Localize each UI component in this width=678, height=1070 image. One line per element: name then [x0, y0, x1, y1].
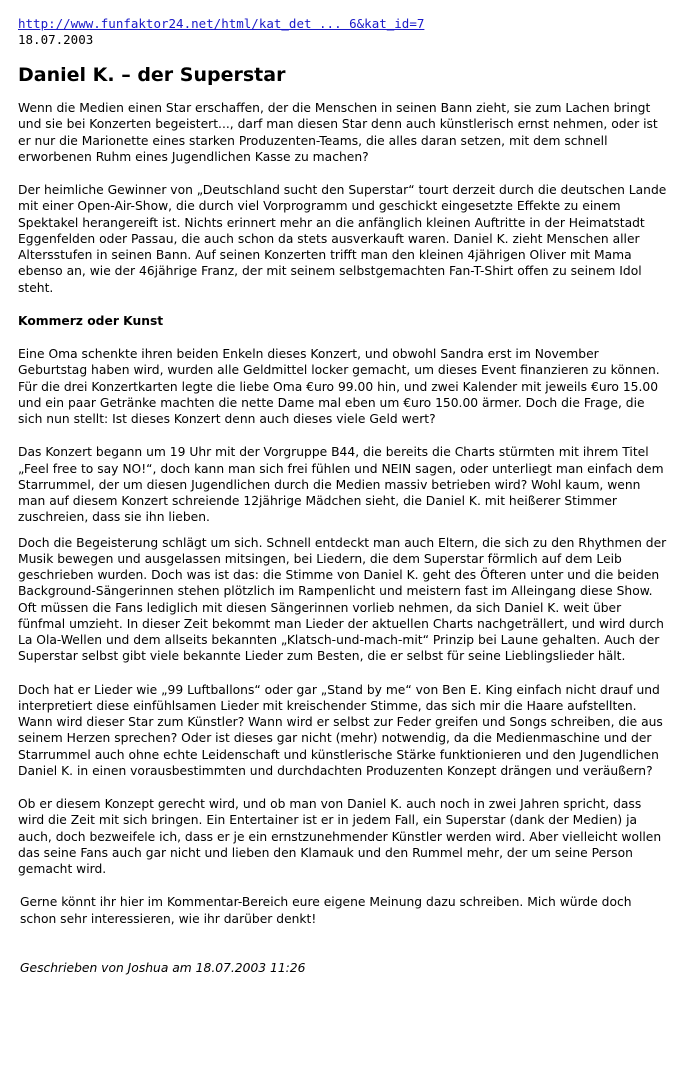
- section-heading: Kommerz oder Kunst: [18, 313, 164, 328]
- article-title: Daniel K. – der Superstar: [18, 64, 286, 86]
- byline: Geschrieben von Joshua am 18.07.2003 11:26: [20, 960, 306, 975]
- article-paragraph-6: Doch hat er Lieder wie „99 Luftballons“ oder gar „Stand by me“ von Ben E. King einfach nicht drauf und interpretiert diese einfühlsamen Lieder mit kreischender Stimme, das sich mir die Haare aufstellten. Wann wird dieser Star zum Künstler? Wann wird er selbst zur Feder greifen und Songs schreiben, die aus seinem Herzen sprechen? Oder ist dieses gar nicht (mehr) notwendig, da die Medienmaschine und der Starrummel auch ohne echte Leidenschaft und künstlerische Stärke funktionieren und den Jugendlichen Daniel K. in einen vorausbestimmten und durchdachten Produzenten Konzept drängen und veräußern?: [18, 682, 663, 778]
- article-paragraph-5: Doch die Begeisterung schlägt um sich. Schnell entdeckt man auch Eltern, die sich zu den Rhythmen der Musik bewegen und ausgelassen mitsingen, bei Liedern, die dem Superstar förmlich auf dem Leib geschrieben wurden. Doch was ist das: die Stimme von Daniel K. geht des Öfteren unter und die beiden Background-Sängerinnen stehen plötzlich im Rampenlicht und meistern fast im Alleingang diese Show. Oft müssen die Fans lediglich mit diesen Sängerinnen vorlieb nehmen, da sich Daniel K. weit über fünfmal umzieht. In dieser Zeit bekommt man Lieder der aktuellen Charts nachgeträllert, und wird durch La Ola-Wellen und dem allseits bekannten „Klatsch-und-mach-mit“ Prinzip bei Laune gehalten. Auch der Superstar selbst gibt viele bekannte Lieder zum Besten, die er selbst für seine Lieblingslieder hält.: [18, 535, 667, 664]
- article-page: [18, 16, 668, 976]
- source-url-link[interactable]: http://www.funfaktor24.net/html/kat_det ... 6&kat_id=7: [18, 16, 425, 31]
- article-paragraph-3: Eine Oma schenkte ihren beiden Enkeln dieses Konzert, und obwohl Sandra erst im November Geburtstag haben wird, wurden alle Geldmittel locker gemacht, um dieses Event finanzieren zu können. Für die drei Konzertkarten legte die liebe Oma €uro 99.00 hin, und zwei Kalender mit jeweils €uro 15.00 und ein paar Getränke machten die nette Dame mal eben um €uro 150.00 ärmer. Doch die Frage, die sich nun stellt: Ist dieses Konzert denn auch dieses viele Geld wert?: [18, 347, 660, 426]
- source-date: 18.07.2003: [18, 32, 94, 47]
- article-paragraph-2: Der heimliche Gewinner von „Deutschland sucht den Superstar“ tourt derzeit durch die deutschen Lande mit einer Open-Air-Show, die durch viel Vorprogramm und geschickt eingesetzte Effekte zu einem Spektakel herangereift ist. Nichts erinnert mehr an die anfänglich kleinen Auftritte in der Heimatstadt Eggenfelden oder Passau, die auch schon da stets ausverkauft waren. Daniel K. zieht Menschen aller Altersstufen in seinen Bann. Auf seinen Konzerten trifft man den kleinen 4jährigen Oliver mit Mama ebenso an, wie der 46jährige Franz, der mit seinem selbstgemachten Fan-T-Shirt offen zu seinem Idol steht.: [18, 183, 667, 295]
- article-paragraph-4: Das Konzert begann um 19 Uhr mit der Vorgruppe B44, die bereits die Charts stürmten mit ihrem Titel „Feel free to say NO!“, doch kann man sich frei fühlen und NEIN sagen, oder unterliegt man einfach dem Starrummel, der um diesen Jugendlichen durch die Medien massiv betrieben wird? Wohl kaum, wenn man auf diesem Konzert schreiende 12jährige Mädchen sieht, die Daniel K. mit heißerer Stimmer zuschreien, dass sie ihn lieben.: [18, 445, 664, 525]
- article-paragraph-7: Ob er diesem Konzept gerecht wird, und ob man von Daniel K. auch noch in zwei Jahren spricht, dass wird die Zeit mit sich bringen. Ein Entertainer ist er in jedem Fall, ein Superstar (dank der Medien) ja auch, doch bezweifele ich, dass er je ein ernstzunehmender Künstler werden wird. Aber vielleicht wollen das seine Fans auch gar nicht und lieben den Klamauk und den Rummel mehr, der um seine Person gemacht wird.: [18, 797, 662, 876]
- closing-paragraph: Gerne könnt ihr hier im Kommentar-Bereich eure eigene Meinung dazu schreiben. Mich würde doch schon sehr interessieren, wie ihr darüber denkt!: [20, 895, 632, 926]
- article-paragraph-1: Wenn die Medien einen Star erschaffen, der die Menschen in seinen Bann zieht, sie zum Lachen bringt und sie bei Konzerten begeistert..., darf man diesen Star denn auch künstlerisch ernst nehmen, oder ist er nur die Marionette eines starken Produzenten-Teams, die alles daran setzen, mit dem schnell erworbenen Ruhm eines Jugendlichen Kasse zu machen?: [18, 101, 658, 164]
